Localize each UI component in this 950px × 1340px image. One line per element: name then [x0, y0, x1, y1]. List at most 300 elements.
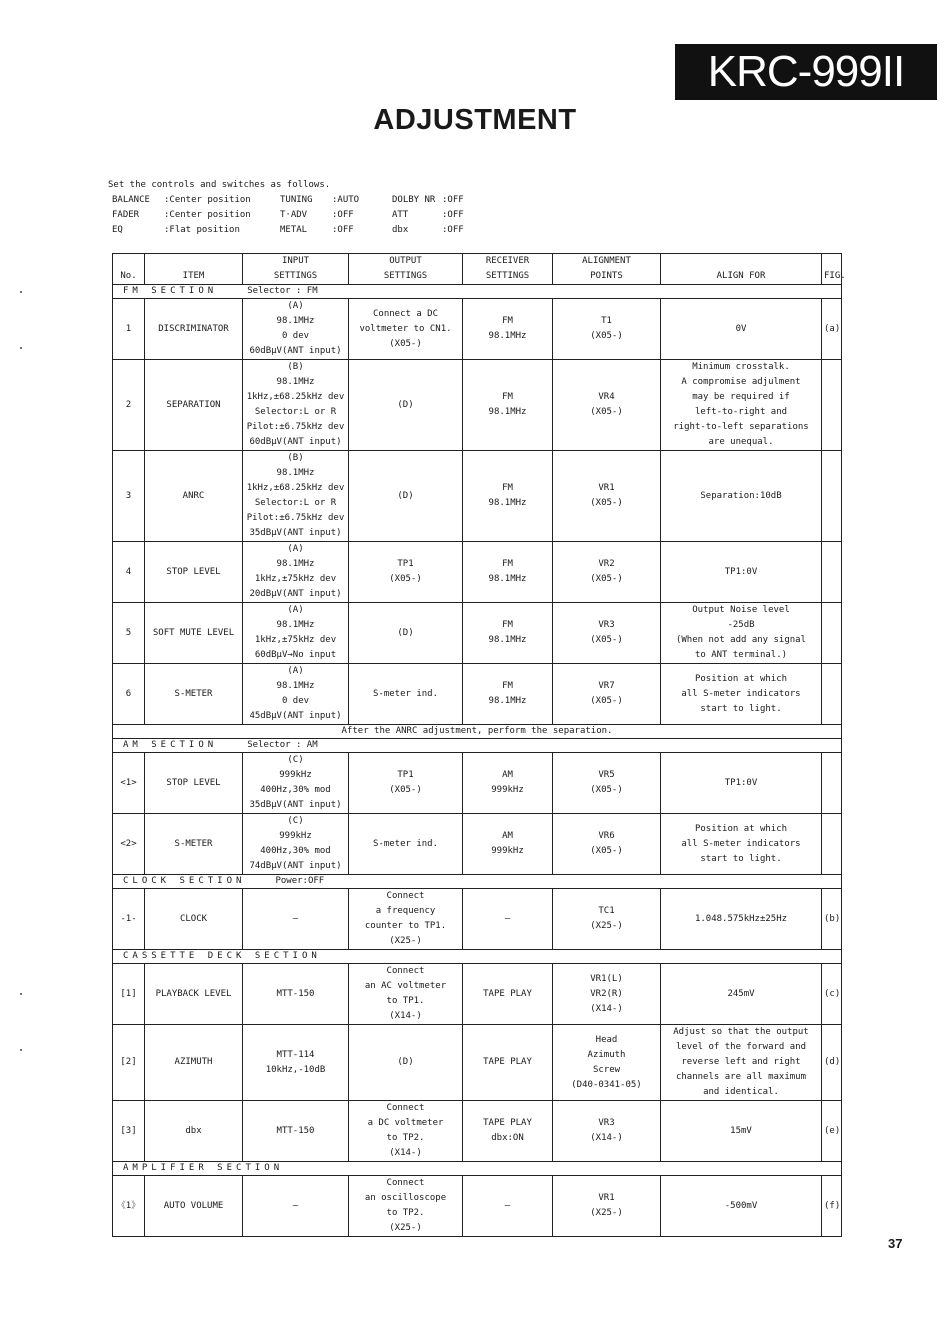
alignment-points-line: (X14-)	[590, 1133, 623, 1143]
receiver-settings-line: 98.1MHz	[488, 635, 527, 645]
input-settings-line: MTT-150	[276, 988, 315, 999]
section-note: Selector : AM	[247, 740, 318, 750]
header-input-line-1: INPUT	[281, 256, 310, 266]
align-for	[661, 1025, 822, 1101]
receiver-settings	[463, 603, 553, 664]
output-settings	[349, 1025, 463, 1101]
align-for-line: TP1:0V	[724, 566, 758, 577]
output-settings-line: (X05-)	[389, 785, 422, 795]
output-settings-line: S-meter ind.	[372, 688, 439, 699]
alignment-points-line: VR1(L)	[590, 973, 623, 984]
align-for-line: 0V	[735, 323, 747, 334]
section-row	[113, 1162, 842, 1176]
output-settings-line: TP1	[397, 559, 414, 569]
receiver-settings	[463, 1176, 553, 1237]
row-fig: (d)	[822, 1025, 842, 1101]
settings-cell: :Center position	[164, 210, 251, 220]
align-for-line: and identical.	[703, 1087, 779, 1097]
input-settings-line: 98.1MHz	[276, 377, 315, 387]
alignment-points-line: VR7	[598, 681, 615, 691]
align-for-line: left-to-right and	[694, 407, 788, 417]
align-for	[661, 360, 822, 451]
section-row	[113, 950, 842, 964]
input-settings-line: 400Hz,30% mod	[260, 846, 331, 856]
table-row	[113, 964, 842, 1025]
row-no: [3]	[113, 1101, 145, 1162]
alignment-points-line: VR4	[598, 392, 615, 402]
input-settings	[243, 1176, 349, 1237]
section-footnote: After the ANRC adjustment, perform the separation.	[113, 725, 842, 739]
table-row	[113, 664, 842, 725]
row-item: ANRC	[145, 451, 243, 542]
row-fig: (c)	[822, 964, 842, 1025]
input-settings-line: 0 dev	[281, 331, 310, 341]
output-settings-line: an AC voltmeter	[364, 981, 447, 991]
header-alignment-line-2: POINTS	[590, 271, 623, 281]
row-fig	[822, 542, 842, 603]
receiver-settings-line: TAPE PLAY	[483, 1057, 532, 1067]
input-settings-line: 999kHz	[279, 831, 312, 841]
input-settings-line: 1kHz,±68.25kHz dev	[246, 392, 345, 402]
row-fig: (e)	[822, 1101, 842, 1162]
section-header	[113, 950, 842, 964]
input-settings	[243, 542, 349, 603]
output-settings	[349, 542, 463, 603]
receiver-settings	[463, 451, 553, 542]
page-number: 37	[888, 1236, 903, 1251]
settings-row	[112, 223, 482, 238]
table-row	[113, 299, 842, 360]
alignment-points-line: VR1	[598, 1193, 615, 1203]
alignment-points-line: (X05-)	[590, 331, 623, 341]
input-settings-line: MTT-150	[276, 1125, 315, 1136]
output-settings-line: (X05-)	[389, 574, 422, 584]
settings-cell: DOLBY NR	[392, 195, 436, 205]
receiver-settings-line: FM	[502, 483, 513, 493]
input-settings-line: 60dBμV(ANT input)	[249, 437, 342, 447]
section-row	[113, 739, 842, 753]
header-receiver-line-1: RECEIVER	[485, 256, 530, 266]
receiver-settings-line: 98.1MHz	[488, 574, 527, 584]
row-fig	[822, 603, 842, 664]
input-settings-line: (B)	[287, 453, 304, 463]
align-for-line: -500mV	[724, 1200, 758, 1211]
input-settings-line: (A)	[287, 301, 304, 311]
receiver-settings	[463, 664, 553, 725]
alignment-points	[553, 664, 661, 725]
output-settings-line: Connect	[386, 966, 425, 976]
alignment-points-line: VR3	[598, 620, 615, 630]
receiver-settings	[463, 299, 553, 360]
align-for-line: TP1:0V	[724, 777, 758, 788]
receiver-settings-line: 98.1MHz	[488, 407, 527, 417]
align-for-line: reverse left and right	[681, 1057, 801, 1067]
input-settings	[243, 814, 349, 875]
input-settings-line: 74dBμV(ANT input)	[249, 861, 342, 871]
output-settings	[349, 753, 463, 814]
input-settings-line: Selector:L or R	[254, 498, 337, 508]
row-no: 1	[113, 299, 145, 360]
row-fig: (b)	[822, 889, 842, 950]
section-name: FM SECTION	[123, 286, 218, 296]
receiver-settings-line: 98.1MHz	[488, 331, 527, 341]
row-no: <1>	[113, 753, 145, 814]
receiver-settings-line: FM	[502, 681, 513, 691]
receiver-settings-line: 98.1MHz	[488, 696, 527, 706]
output-settings-line: a frequency	[375, 906, 436, 916]
alignment-points-line: (D40-0341-05)	[571, 1079, 642, 1090]
settings-cell: BALANCE	[112, 195, 150, 205]
input-settings-line: Pilot:±6.75kHz dev	[246, 422, 345, 432]
alignment-points	[553, 299, 661, 360]
input-settings-line: 45dBμV(ANT input)	[249, 711, 342, 721]
align-for	[661, 1101, 822, 1162]
alignment-points-line: VR6	[598, 831, 615, 841]
section-header	[113, 875, 842, 889]
input-settings	[243, 603, 349, 664]
settings-row	[112, 208, 482, 223]
row-item: S-METER	[145, 664, 243, 725]
input-settings-line: —	[292, 913, 299, 924]
output-settings-line: to TP2.	[386, 1133, 425, 1143]
margin-mark	[20, 1049, 22, 1051]
output-settings-line: Connect	[386, 1178, 425, 1188]
align-for-line: all S-meter indicators	[681, 838, 801, 849]
section-name: CLOCK SECTION	[123, 876, 246, 886]
header-receiver-line-2: SETTINGS	[485, 271, 530, 281]
align-for	[661, 664, 822, 725]
output-settings-line: a DC voltmeter	[367, 1118, 444, 1128]
input-settings	[243, 664, 349, 725]
header-output-line-2: SETTINGS	[383, 271, 428, 281]
row-no: 6	[113, 664, 145, 725]
table-header-row	[113, 254, 842, 285]
align-for	[661, 889, 822, 950]
receiver-settings-line: FM	[502, 620, 513, 630]
row-fig	[822, 664, 842, 725]
receiver-settings-line: —	[504, 1200, 511, 1211]
output-settings-line: Connect	[386, 891, 425, 901]
alignment-points-line: (X05-)	[590, 785, 623, 795]
section-header	[113, 739, 842, 753]
input-settings-line: 98.1MHz	[276, 620, 315, 630]
align-for-line: may be required if	[692, 392, 790, 402]
align-for-line: Position at which	[694, 823, 788, 834]
input-settings-line: 35dBμV(ANT input)	[249, 800, 342, 810]
align-for	[661, 451, 822, 542]
model-badge: KRC-999II	[675, 44, 937, 100]
alignment-points-line: VR5	[598, 770, 615, 780]
table-row	[113, 542, 842, 603]
output-settings-line: to TP2.	[386, 1208, 425, 1218]
alignment-points-line: (X05-)	[590, 635, 623, 645]
alignment-points-line: (X05-)	[590, 696, 623, 706]
intro-text: Set the controls and switches as follows.	[108, 180, 331, 190]
receiver-settings	[463, 360, 553, 451]
input-settings-line: (A)	[287, 666, 304, 676]
header-input-line-2: SETTINGS	[273, 271, 318, 281]
receiver-settings	[463, 753, 553, 814]
section-header	[113, 1162, 842, 1176]
settings-cell: :OFF	[442, 225, 464, 235]
align-for	[661, 814, 822, 875]
alignment-points-line: VR2	[598, 559, 615, 569]
receiver-settings-line: FM	[502, 392, 513, 402]
input-settings-line: 0 dev	[281, 696, 310, 706]
output-settings-line: (D)	[397, 1057, 414, 1067]
receiver-settings-line: TAPE PLAY	[483, 1118, 532, 1128]
alignment-points	[553, 451, 661, 542]
input-settings	[243, 1101, 349, 1162]
row-fig	[822, 814, 842, 875]
table-row	[113, 451, 842, 542]
section-row	[113, 875, 842, 889]
section-note: Selector : FM	[247, 286, 318, 296]
header-no: No.	[113, 254, 145, 285]
settings-cell: ATT	[392, 210, 409, 220]
row-no: [2]	[113, 1025, 145, 1101]
receiver-settings-line: 999kHz	[491, 846, 524, 856]
input-settings-line: 10kHz,-10dB	[265, 1064, 326, 1075]
align-for-line: are unequal.	[708, 437, 774, 447]
row-fig: (f)	[822, 1176, 842, 1237]
align-for-line: right-to-left separations	[673, 422, 809, 432]
align-for-line: all S-meter indicators	[681, 688, 801, 699]
input-settings-line: Pilot:±6.75kHz dev	[246, 513, 345, 523]
input-settings-line: 1kHz,±75kHz dev	[254, 635, 337, 645]
section-footnote-row	[113, 725, 842, 739]
output-settings	[349, 451, 463, 542]
alignment-points-line: VR3	[598, 1118, 615, 1128]
receiver-settings-line: TAPE PLAY	[483, 988, 532, 999]
row-item: AZIMUTH	[145, 1025, 243, 1101]
row-no: [1]	[113, 964, 145, 1025]
receiver-settings-line: FM	[502, 559, 513, 569]
align-for	[661, 1176, 822, 1237]
align-for-line: 245mV	[727, 988, 755, 999]
table-row	[113, 889, 842, 950]
settings-cell: :OFF	[442, 210, 464, 220]
row-item: dbx	[145, 1101, 243, 1162]
output-settings-line: (D)	[397, 490, 414, 501]
settings-cell: :OFF	[442, 195, 464, 205]
output-settings-line: (X14-)	[389, 1011, 422, 1021]
input-settings-line: 60dBμV(ANT input)	[249, 346, 342, 356]
row-no: 4	[113, 542, 145, 603]
row-item: PLAYBACK LEVEL	[145, 964, 243, 1025]
header-receiver	[463, 254, 553, 285]
table-row	[113, 1025, 842, 1101]
align-for-line: Separation:10dB	[700, 490, 782, 501]
align-for-line: channels are all maximum	[675, 1072, 807, 1082]
header-input	[243, 254, 349, 285]
output-settings	[349, 360, 463, 451]
input-settings-line: MTT-114	[276, 1049, 315, 1060]
input-settings-line: 400Hz,30% mod	[260, 785, 331, 795]
page-title: ADJUSTMENT	[373, 104, 577, 136]
alignment-points-line: T1	[601, 316, 612, 326]
output-settings	[349, 299, 463, 360]
alignment-points-line: (X25-)	[590, 921, 623, 931]
section-name: AMPLIFIER SECTION	[123, 1163, 284, 1173]
alignment-points-line: Azimuth	[587, 1049, 626, 1060]
input-settings-line: 98.1MHz	[276, 559, 315, 569]
output-settings-line: S-meter ind.	[372, 838, 439, 849]
header-align-for: ALIGN FOR	[661, 254, 822, 285]
alignment-points	[553, 1101, 661, 1162]
row-no: 2	[113, 360, 145, 451]
row-fig	[822, 360, 842, 451]
align-for-line: -25dB	[727, 620, 755, 630]
align-for	[661, 603, 822, 664]
input-settings-line: 1kHz,±75kHz dev	[254, 574, 337, 584]
input-settings	[243, 1025, 349, 1101]
row-no: -1-	[113, 889, 145, 950]
output-settings-line: Connect a DC	[372, 308, 439, 319]
section-header	[113, 285, 842, 299]
table-row	[113, 1176, 842, 1237]
section-note: Power:OFF	[275, 876, 325, 886]
row-no: 3	[113, 451, 145, 542]
output-settings	[349, 1101, 463, 1162]
output-settings-line: counter to TP1.	[364, 921, 447, 931]
table-row	[113, 1101, 842, 1162]
input-settings-line: 20dBμV(ANT input)	[249, 589, 342, 599]
input-settings	[243, 753, 349, 814]
control-settings	[112, 193, 482, 238]
settings-cell: :Center position	[164, 195, 251, 205]
alignment-points-line: TC1	[598, 906, 615, 916]
margin-mark	[20, 347, 22, 349]
receiver-settings-line: AM	[502, 770, 513, 780]
receiver-settings	[463, 814, 553, 875]
input-settings-line: (A)	[287, 605, 304, 615]
receiver-settings	[463, 542, 553, 603]
output-settings-line: (X25-)	[389, 936, 422, 946]
receiver-settings-line: —	[504, 913, 511, 924]
align-for	[661, 542, 822, 603]
settings-cell: dbx	[392, 225, 409, 235]
receiver-settings-line: AM	[502, 831, 513, 841]
row-item: SEPARATION	[145, 360, 243, 451]
row-fig	[822, 753, 842, 814]
align-for-line: 1.048.575kHz±25Hz	[694, 913, 788, 924]
row-fig: (a)	[822, 299, 842, 360]
alignment-points-line: Screw	[592, 1064, 621, 1075]
align-for	[661, 753, 822, 814]
section-row	[113, 285, 842, 299]
align-for-line: Minimum crosstalk.	[692, 362, 790, 372]
row-no: <2>	[113, 814, 145, 875]
input-settings	[243, 889, 349, 950]
output-settings-line: an oscilloscope	[364, 1193, 447, 1203]
alignment-points-line: (X05-)	[590, 846, 623, 856]
alignment-points-line: (X05-)	[590, 498, 623, 508]
row-item: AUTO VOLUME	[145, 1176, 243, 1237]
input-settings-line: 999kHz	[279, 770, 312, 780]
input-settings-line: 60dBμV→No input	[254, 650, 337, 660]
alignment-points-line: (X05-)	[590, 407, 623, 417]
input-settings-line: 35dBμV(ANT input)	[249, 528, 342, 538]
alignment-points	[553, 603, 661, 664]
row-item: S-METER	[145, 814, 243, 875]
adjustment-table	[112, 253, 846, 1237]
alignment-points-line: VR1	[598, 483, 615, 493]
output-settings-line: (X14-)	[389, 1148, 422, 1158]
input-settings-line: (C)	[287, 755, 304, 765]
align-for-line: start to light.	[700, 703, 782, 714]
align-for-line: level of the forward and	[675, 1042, 807, 1052]
receiver-settings-line: FM	[502, 316, 513, 326]
output-settings	[349, 964, 463, 1025]
input-settings-line: 98.1MHz	[276, 316, 315, 326]
receiver-settings-line: 98.1MHz	[488, 498, 527, 508]
alignment-points	[553, 360, 661, 451]
settings-cell: :OFF	[332, 210, 354, 220]
alignment-points	[553, 1176, 661, 1237]
settings-cell: FADER	[112, 210, 140, 220]
header-item: ITEM	[145, 254, 243, 285]
input-settings-line: 1kHz,±68.25kHz dev	[246, 483, 345, 493]
alignment-points	[553, 753, 661, 814]
input-settings-line: —	[292, 1200, 299, 1211]
table-row	[113, 814, 842, 875]
alignment-points-line: Head	[595, 1034, 618, 1045]
settings-cell: :OFF	[332, 225, 354, 235]
output-settings-line: (X25-)	[389, 1223, 422, 1233]
output-settings-line: (X05-)	[389, 338, 422, 349]
alignment-points	[553, 542, 661, 603]
receiver-settings	[463, 964, 553, 1025]
section-name: CASSETTE DECK SECTION	[123, 951, 321, 961]
input-settings-line: (C)	[287, 816, 304, 826]
table-row	[113, 360, 842, 451]
alignment-points-line: (X14-)	[590, 1003, 623, 1014]
align-for-line: 15mV	[730, 1125, 752, 1136]
output-settings	[349, 1176, 463, 1237]
align-for-line: A compromise adjulment	[681, 377, 801, 387]
settings-row	[112, 193, 482, 208]
input-settings	[243, 964, 349, 1025]
output-settings	[349, 889, 463, 950]
section-name: AM SECTION	[123, 740, 218, 750]
input-settings-line: (A)	[287, 544, 304, 554]
header-output	[349, 254, 463, 285]
header-alignment-line-1: ALIGNMENT	[582, 256, 631, 266]
alignment-points-line: (X25-)	[590, 1208, 623, 1218]
align-for	[661, 299, 822, 360]
output-settings-line: to TP1.	[386, 996, 425, 1006]
settings-cell: METAL	[280, 225, 308, 235]
settings-cell: :AUTO	[332, 195, 360, 205]
margin-mark	[20, 993, 22, 995]
row-item: DISCRIMINATOR	[145, 299, 243, 360]
input-settings-line: 98.1MHz	[276, 681, 315, 691]
settings-cell: TUNING	[280, 195, 313, 205]
settings-cell: :Flat position	[164, 225, 240, 235]
table-row	[113, 753, 842, 814]
input-settings-line: (B)	[287, 362, 304, 372]
row-item: STOP LEVEL	[145, 753, 243, 814]
receiver-settings	[463, 1101, 553, 1162]
receiver-settings-line: 999kHz	[491, 785, 524, 795]
input-settings	[243, 451, 349, 542]
alignment-points	[553, 1025, 661, 1101]
align-for-line: (When not add any signal	[675, 635, 807, 645]
output-settings-line: TP1	[397, 770, 414, 780]
row-fig	[822, 451, 842, 542]
margin-mark	[20, 291, 22, 293]
